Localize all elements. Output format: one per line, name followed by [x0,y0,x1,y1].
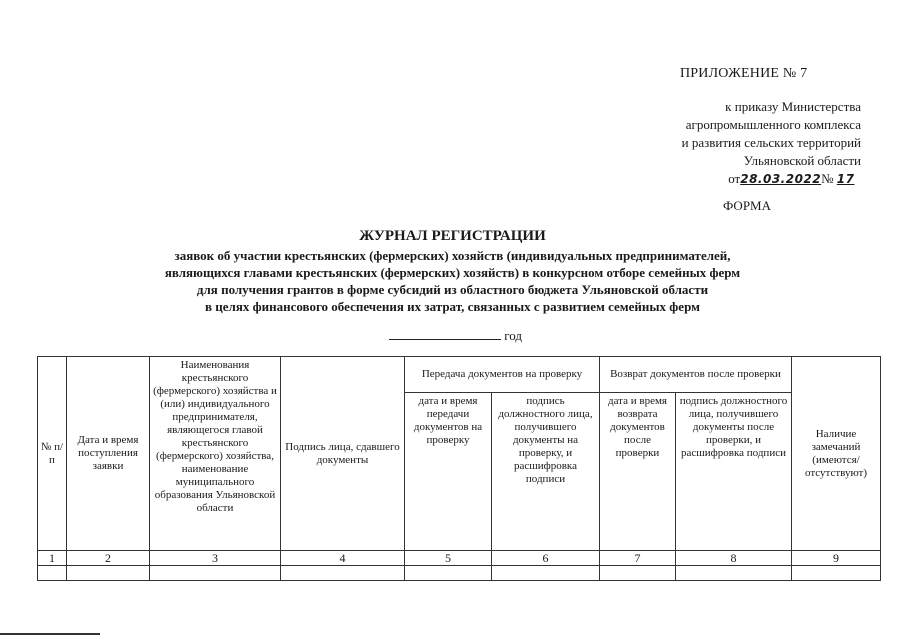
column-number: 2 [67,551,150,566]
order-line: к приказу Министерства [725,99,861,114]
header-transfer-signature: подпись должностного лица, получившего документы на проверку, и расшифровка подписи [492,393,600,551]
column-number: 4 [281,551,405,566]
order-number-prefix: № [821,171,834,186]
header-return-date: дата и время возврата документов после проверки [600,393,676,551]
table-cell[interactable] [600,566,676,581]
order-reference [631,98,861,188]
registration-table [37,356,881,581]
table-cell[interactable] [676,566,792,581]
journal-subtitle [0,247,905,315]
table-cell[interactable] [405,566,492,581]
order-line: Ульяновской области [743,153,861,168]
header-signature: Подпись лица, сдавшего документы [281,357,405,551]
order-date-prefix: от [728,171,741,186]
subtitle-line: для получения грантов в форме субсидий из областного бюджета Ульяновской области [196,282,709,297]
subtitle-line: заявок об участии крестьянских (фермерских) хозяйств (индивидуальных предпринимателей, [174,248,731,263]
order-date-line [631,170,861,188]
form-label: ФОРМА [723,198,771,213]
order-line: и развития сельских территорий [681,135,861,150]
table-cell[interactable] [492,566,600,581]
table-cell[interactable] [150,566,281,581]
table-row [38,566,881,581]
column-number: 8 [676,551,792,566]
year-label: год [504,328,522,343]
column-number: 7 [600,551,676,566]
header-num: № п/п [38,357,67,551]
table-cell[interactable] [67,566,150,581]
scan-edge-line [0,633,100,635]
column-number: 1 [38,551,67,566]
header-transfer-group: Передача документов на проверку [405,357,600,393]
order-number-handwritten: 17 [836,172,855,186]
year-blank [389,327,501,340]
column-number: 3 [150,551,281,566]
header-transfer-date: дата и время передачи документов на проверку [405,393,492,551]
header-remarks: Наличие замечаний (имеются/ отсутствуют) [792,357,881,551]
journal-title: ЖУРНАЛ РЕГИСТРАЦИИ [359,228,546,244]
year-field [389,327,522,344]
table-cell[interactable] [792,566,881,581]
order-date-handwritten: 28.03.2022 [740,172,822,186]
appendix-title: ПРИЛОЖЕНИЕ № 7 [680,66,808,81]
table-cell[interactable] [281,566,405,581]
header-return-signature: подпись должностного лица, получившего документы после проверки, и расшифровка подписи [676,393,792,551]
column-number: 5 [405,551,492,566]
subtitle-line: в целях финансового обеспечения их затрат, связанных с развитием семейных ферм [205,299,700,314]
table-cell[interactable] [38,566,67,581]
column-number: 6 [492,551,600,566]
header-applicant-name: Наименования крестьянского (фермерского) хозяйства и (или) индивидуального предпринимателя, являющегося главой крестьянского (фермерского) хозяйства, наименование муниципального образования Ульяновской области [150,357,281,551]
header-date: Дата и время поступления заявки [67,357,150,551]
order-line: агропромышленного комплекса [685,117,861,132]
subtitle-line: являющихся главами крестьянских (фермерских) хозяйств) в конкурсном отборе семейных ферм [164,265,741,280]
column-number: 9 [792,551,881,566]
header-return-group: Возврат документов после проверки [600,357,792,393]
